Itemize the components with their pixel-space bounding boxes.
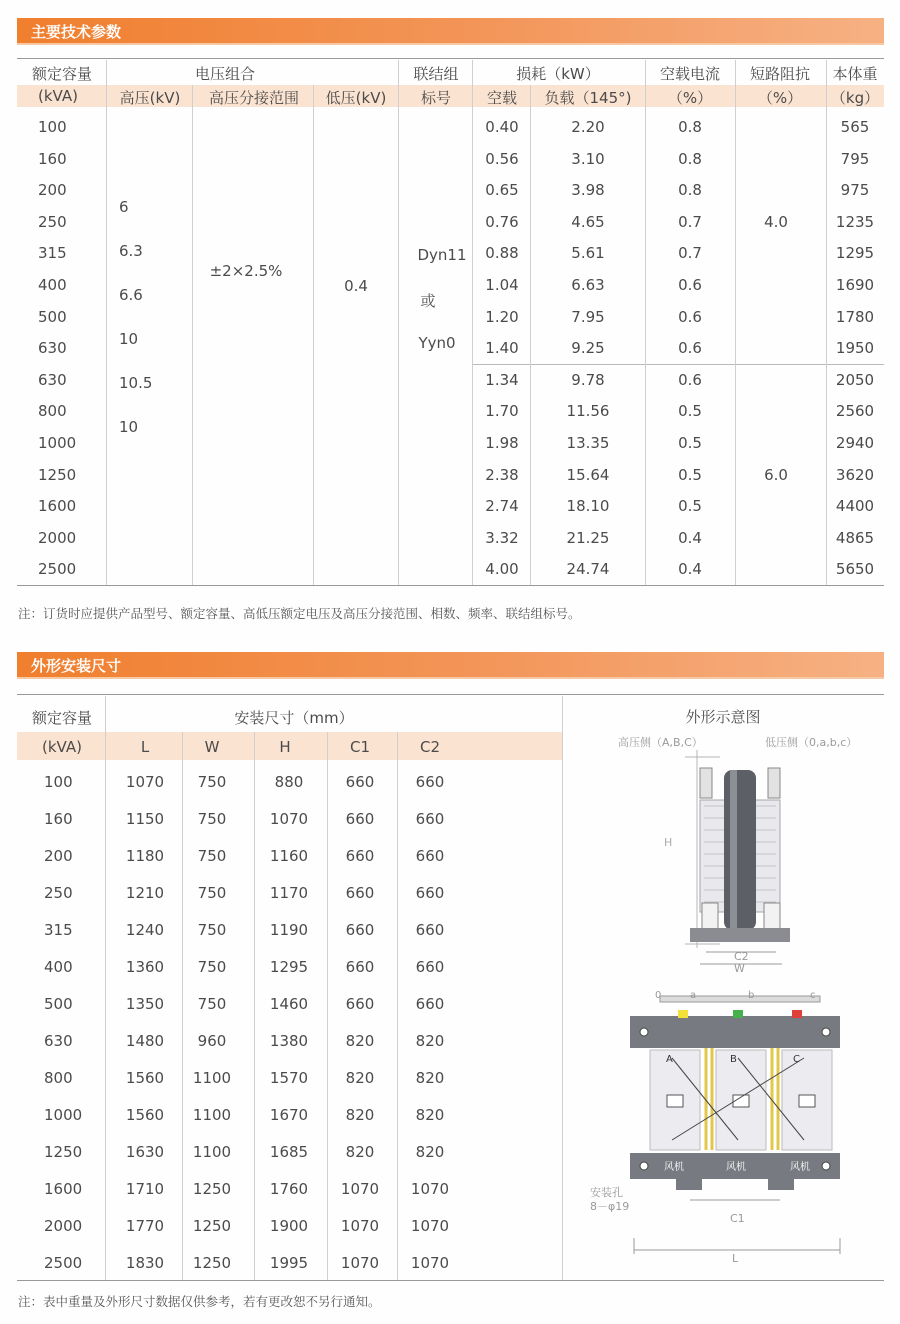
cell-w: 750 (197, 921, 227, 939)
cell-no-load-loss: 4.00 (485, 560, 519, 579)
cell-no-load-loss: 2.74 (485, 497, 519, 516)
cell-c2: 1070 (410, 1254, 450, 1272)
dim-header-capacity: 额定容量 (31, 709, 93, 727)
cell-h: 1295 (269, 958, 309, 976)
cell-capacity: 2000 (44, 1217, 83, 1235)
cell-c2: 820 (415, 1069, 445, 1087)
cell-c2: 660 (415, 995, 445, 1013)
label-phase-a: A (666, 1054, 673, 1065)
cell-c2: 1070 (410, 1180, 450, 1198)
connection-value: Dyn11 (417, 246, 467, 264)
dim-header-l: L (140, 738, 150, 756)
dim-header-h: H (279, 738, 291, 756)
cell-capacity: 100 (38, 118, 67, 136)
cell-l: 1360 (125, 958, 165, 976)
cell-w: 1250 (192, 1180, 232, 1198)
label-w: W (734, 962, 745, 975)
cell-capacity: 630 (38, 370, 67, 389)
cell-capacity: 1250 (44, 1143, 83, 1161)
cell-weight: 975 (840, 181, 870, 200)
cell-load-loss: 13.35 (566, 434, 610, 452)
cell-load-loss: 3.10 (571, 149, 605, 168)
cell-h: 1900 (269, 1217, 309, 1235)
label-phase-b: B (730, 1054, 737, 1065)
cell-load-loss: 7.95 (571, 307, 605, 326)
cell-capacity: 1250 (38, 465, 77, 484)
cell-c1: 660 (345, 921, 375, 939)
cell-l: 1560 (125, 1106, 165, 1124)
header-loss: 损耗（kW） (516, 65, 600, 83)
cell-noload-current: 0.4 (678, 528, 702, 547)
header-impedance: 短路阻抗 (749, 65, 811, 83)
cell-h: 1670 (269, 1106, 309, 1124)
cell-noload-current: 0.4 (678, 560, 702, 579)
cell-noload-current: 0.6 (678, 370, 702, 389)
dim-header-capacity-unit: (kVA) (42, 738, 82, 756)
cell-h: 1160 (269, 847, 309, 865)
label-hv-side: 高压侧（A,B,C） (618, 736, 703, 749)
cell-load-loss: 15.64 (566, 465, 610, 484)
cell-h: 1995 (269, 1254, 309, 1272)
label-c1: C1 (730, 1212, 745, 1225)
header-weight-unit: （kg） (830, 89, 880, 107)
cell-capacity: 1000 (44, 1106, 83, 1124)
cell-capacity: 1600 (44, 1180, 83, 1198)
cell-c2: 820 (415, 1143, 445, 1161)
cell-no-load-loss: 3.32 (485, 528, 519, 547)
cell-load-loss: 5.61 (571, 244, 605, 263)
cell-capacity: 100 (44, 773, 73, 791)
cell-l: 1180 (125, 847, 165, 865)
cell-weight: 1295 (835, 244, 875, 263)
cell-noload-current: 0.7 (678, 212, 702, 231)
header-connection-2: 标号 (420, 89, 452, 107)
cell-w: 750 (197, 773, 227, 791)
connection-value: Yyn0 (418, 334, 456, 352)
dim-header-c2: C2 (419, 738, 441, 756)
cell-c1: 820 (345, 1069, 375, 1087)
cell-noload-current: 0.5 (678, 434, 702, 452)
section1-title: 主要技术参数 (31, 23, 122, 41)
cell-load-loss: 21.25 (566, 528, 610, 547)
cell-w: 1100 (192, 1143, 232, 1161)
cell-l: 1830 (125, 1254, 165, 1272)
cell-c1: 820 (345, 1032, 375, 1050)
section1-note: 注：订货时应提供产品型号、额定容量、高低压额定电压及高压分接范围、相数、频率、联结组标号。 (18, 606, 581, 621)
label-lv-side: 低压侧（0,a,b,c） (765, 736, 858, 749)
cell-load-loss: 4.65 (571, 212, 605, 231)
label-h: H (664, 836, 673, 849)
cell-no-load-loss: 1.40 (485, 339, 519, 358)
cell-capacity: 2000 (38, 528, 77, 547)
header-capacity: 额定容量 (31, 65, 93, 83)
cell-l: 1210 (125, 884, 165, 902)
cell-c1: 660 (345, 810, 375, 828)
cell-no-load-loss: 1.20 (485, 307, 519, 326)
cell-l: 1630 (125, 1143, 165, 1161)
lv-value: 0.4 (344, 277, 368, 295)
label-l: L (732, 1252, 739, 1265)
cell-c2: 660 (415, 847, 445, 865)
header-weight: 本体重 (832, 65, 878, 83)
header-impedance-unit: （%） (757, 89, 803, 107)
cell-c1: 660 (345, 847, 375, 865)
cell-noload-current: 0.6 (678, 339, 702, 358)
cell-w: 750 (197, 847, 227, 865)
cell-capacity: 200 (38, 181, 67, 200)
header-voltage-group: 电压组合 (194, 65, 256, 83)
cell-c2: 820 (415, 1106, 445, 1124)
cell-load-loss: 6.63 (571, 276, 605, 294)
header-tap-range: 高压分接范围 (208, 89, 300, 107)
cell-no-load-loss: 0.40 (485, 118, 519, 136)
cell-h: 880 (274, 773, 304, 791)
cell-c1: 1070 (340, 1254, 380, 1272)
label-fan: 风机 (726, 1162, 746, 1173)
cell-l: 1710 (125, 1180, 165, 1198)
cell-no-load-loss: 0.65 (485, 181, 519, 200)
tap-range-value: ±2×2.5% (209, 262, 283, 280)
cell-c1: 660 (345, 773, 375, 791)
cell-capacity: 200 (44, 847, 73, 865)
cell-capacity: 250 (38, 212, 67, 231)
connection-value: 或 (420, 292, 436, 310)
cell-weight: 1780 (835, 307, 875, 326)
cell-no-load-loss: 1.04 (485, 276, 519, 294)
cell-w: 750 (197, 884, 227, 902)
header-hv: 高压(kV) (119, 89, 181, 107)
label-term-b: b (748, 990, 755, 1001)
cell-c1: 660 (345, 995, 375, 1013)
dim-header-w: W (204, 738, 220, 756)
cell-w: 750 (197, 958, 227, 976)
cell-capacity: 400 (44, 958, 73, 976)
impedance-value: 4.0 (764, 213, 788, 231)
header-load: 负载（145°) (544, 89, 632, 107)
cell-l: 1560 (125, 1069, 165, 1087)
cell-capacity: 630 (38, 339, 67, 358)
header-capacity-unit: (kVA) (38, 87, 78, 105)
header-noload-current-unit: （%） (667, 89, 713, 107)
cell-no-load-loss: 0.88 (485, 244, 519, 263)
cell-c1: 660 (345, 958, 375, 976)
cell-h: 1760 (269, 1180, 309, 1198)
cell-w: 1250 (192, 1217, 232, 1235)
hv-value: 6.6 (119, 286, 143, 304)
cell-c2: 660 (415, 921, 445, 939)
cell-capacity: 315 (44, 921, 73, 939)
cell-weight: 1235 (835, 212, 875, 231)
cell-l: 1770 (125, 1217, 165, 1235)
header-connection: 联结组 (413, 65, 459, 83)
hv-value: 10 (119, 418, 139, 436)
impedance-value: 6.0 (764, 466, 788, 484)
cell-capacity: 2500 (44, 1254, 83, 1272)
cell-c1: 820 (345, 1143, 375, 1161)
label-term-a: a (690, 990, 697, 1001)
cell-weight: 795 (840, 149, 870, 168)
cell-w: 750 (197, 810, 227, 828)
cell-no-load-loss: 0.76 (485, 212, 519, 231)
cell-capacity: 160 (44, 810, 73, 828)
label-term-c: c (810, 990, 816, 1001)
cell-w: 1100 (192, 1106, 232, 1124)
cell-noload-current: 0.7 (678, 244, 702, 263)
cell-capacity: 250 (44, 884, 73, 902)
cell-c2: 1070 (410, 1217, 450, 1235)
hv-value: 6.3 (119, 242, 143, 260)
cell-no-load-loss: 2.38 (485, 465, 519, 484)
cell-c2: 820 (415, 1032, 445, 1050)
cell-c2: 660 (415, 884, 445, 902)
cell-h: 1070 (269, 810, 309, 828)
header-noload-current: 空载电流 (659, 65, 721, 83)
cell-noload-current: 0.6 (678, 307, 702, 326)
cell-noload-current: 0.6 (678, 276, 702, 294)
cell-weight: 2940 (835, 434, 875, 452)
label-c2: C2 (734, 950, 749, 963)
dim-header-dims: 安装尺寸（mm） (234, 709, 354, 727)
cell-c2: 660 (415, 810, 445, 828)
cell-l: 1480 (125, 1032, 165, 1050)
cell-c2: 660 (415, 773, 445, 791)
cell-capacity: 2500 (38, 560, 77, 579)
diagram-title: 外形示意图 (685, 708, 761, 726)
label-mount-hole: 安装孔 (590, 1186, 623, 1199)
label-fan: 风机 (790, 1162, 810, 1173)
cell-capacity: 1000 (38, 434, 77, 452)
cell-h: 1460 (269, 995, 309, 1013)
cell-h: 1570 (269, 1069, 309, 1087)
cell-l: 1240 (125, 921, 165, 939)
cell-capacity: 400 (38, 276, 67, 294)
cell-noload-current: 0.5 (678, 465, 702, 484)
cell-c1: 820 (345, 1106, 375, 1124)
cell-weight: 2560 (835, 402, 875, 421)
cell-load-loss: 9.78 (571, 370, 605, 389)
dim-header-c1: C1 (349, 738, 371, 756)
cell-load-loss: 24.74 (566, 560, 610, 579)
hv-value: 10 (119, 330, 139, 348)
cell-c2: 660 (415, 958, 445, 976)
cell-noload-current: 0.5 (678, 402, 702, 421)
cell-capacity: 800 (44, 1069, 73, 1087)
cell-load-loss: 3.98 (571, 181, 605, 200)
cell-weight: 4400 (835, 497, 875, 516)
side-view-drawing (685, 750, 790, 964)
cell-weight: 1950 (835, 339, 875, 358)
cell-weight: 4865 (835, 528, 875, 547)
cell-weight: 2050 (835, 370, 875, 389)
label-term-0: 0 (655, 990, 662, 1001)
cell-c1: 1070 (340, 1217, 380, 1235)
cell-load-loss: 18.10 (566, 497, 610, 516)
cell-noload-current: 0.8 (678, 118, 702, 136)
cell-weight: 5650 (835, 560, 875, 579)
cell-no-load-loss: 1.98 (485, 434, 519, 452)
cell-no-load-loss: 1.70 (485, 402, 519, 421)
cell-load-loss: 11.56 (566, 402, 610, 421)
label-phase-c: C (793, 1054, 800, 1065)
cell-c1: 660 (345, 884, 375, 902)
cell-weight: 1690 (835, 276, 875, 294)
cell-noload-current: 0.8 (678, 181, 702, 200)
cell-capacity: 315 (38, 244, 67, 263)
hv-value: 6 (119, 198, 129, 216)
cell-h: 1685 (269, 1143, 309, 1161)
cell-capacity: 500 (44, 995, 73, 1013)
cell-w: 1100 (192, 1069, 232, 1087)
cell-capacity: 630 (44, 1032, 73, 1050)
section2-note: 注：表中重量及外形尺寸数据仅供参考，若有更改恕不另行通知。 (18, 1294, 381, 1309)
cell-capacity: 1600 (38, 497, 77, 516)
cell-no-load-loss: 1.34 (485, 370, 519, 389)
cell-l: 1070 (125, 773, 165, 791)
cell-c1: 1070 (340, 1180, 380, 1198)
cell-noload-current: 0.8 (678, 149, 702, 168)
cell-no-load-loss: 0.56 (485, 149, 519, 168)
label-hole-spec: 8－φ19 (590, 1200, 630, 1213)
cell-load-loss: 9.25 (571, 339, 605, 358)
cell-weight: 3620 (835, 465, 875, 484)
cell-w: 750 (197, 995, 227, 1013)
cell-w: 1250 (192, 1254, 232, 1272)
cell-noload-current: 0.5 (678, 497, 702, 516)
label-fan: 风机 (664, 1162, 684, 1173)
cell-h: 1380 (269, 1032, 309, 1050)
cell-capacity: 800 (38, 402, 67, 421)
cell-capacity: 160 (38, 149, 67, 168)
cell-w: 960 (197, 1032, 227, 1050)
section2-title: 外形安装尺寸 (31, 657, 122, 675)
cell-l: 1350 (125, 995, 165, 1013)
header-no-load: 空载 (486, 89, 518, 107)
cell-load-loss: 2.20 (571, 118, 605, 136)
cell-h: 1190 (269, 921, 309, 939)
cell-l: 1150 (125, 810, 165, 828)
header-lv: 低压(kV) (325, 89, 387, 107)
cell-h: 1170 (269, 884, 309, 902)
cell-capacity: 500 (38, 307, 67, 326)
hv-value: 10.5 (119, 374, 153, 392)
cell-weight: 565 (840, 118, 870, 136)
